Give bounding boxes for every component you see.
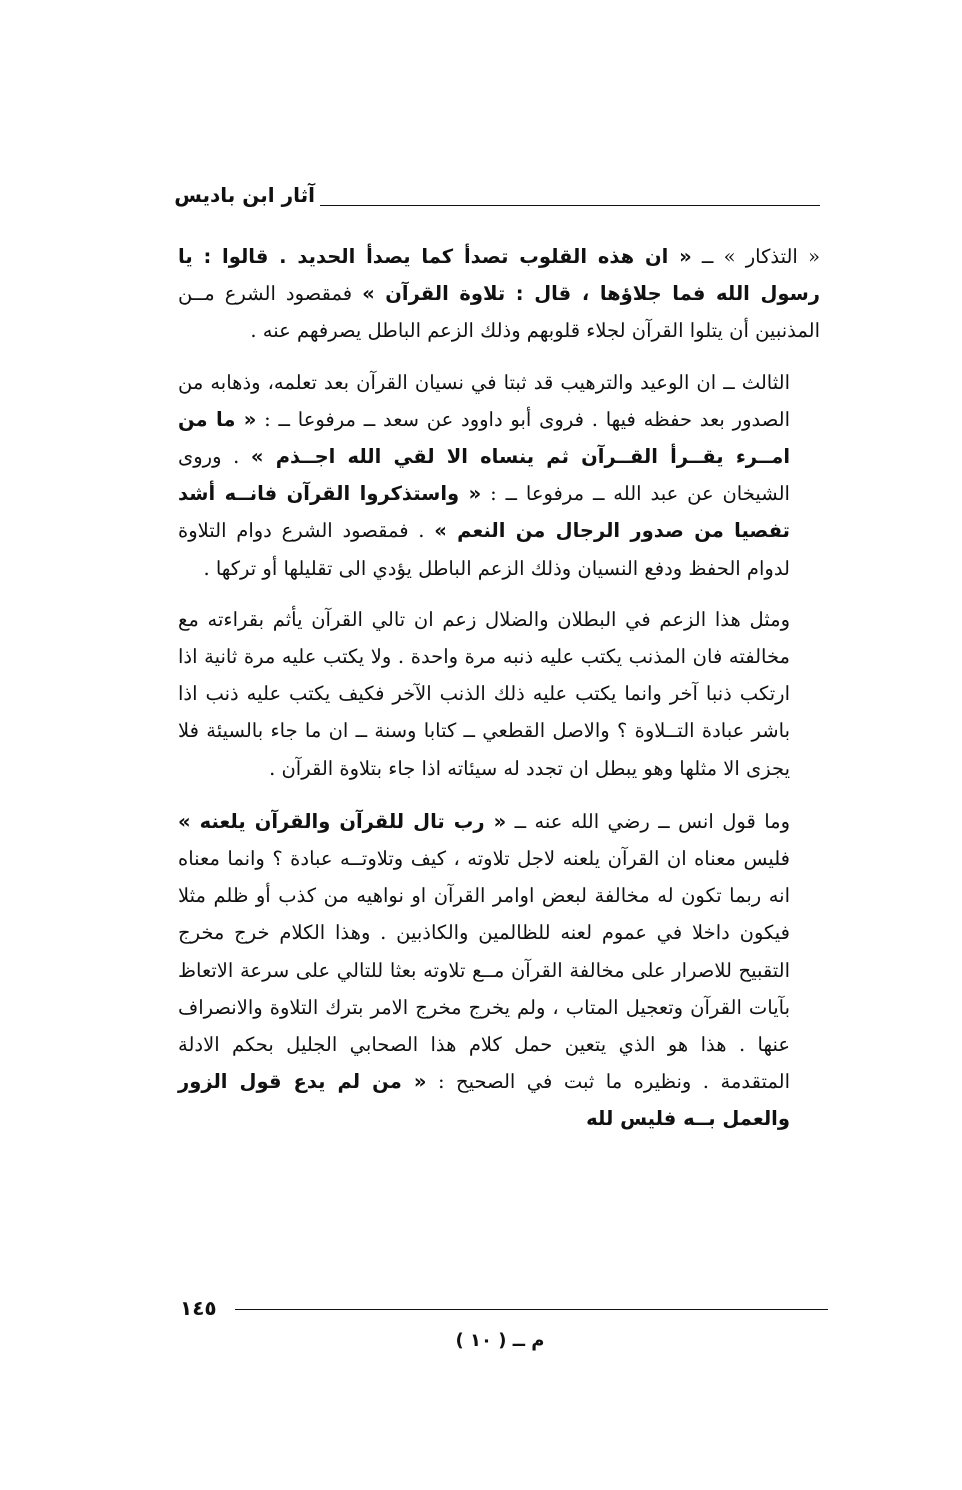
hadith-quote: « من لم يدع قول الزور والعمل بــه فليس لله: [178, 1070, 790, 1131]
paragraph-2: [178, 364, 820, 587]
footer-rule: [235, 1309, 828, 1310]
printer-signature: م ــ ( ١٠ ): [455, 1330, 545, 1351]
paragraph-3: [178, 601, 820, 787]
text-segment: فليس معناه ان القرآن يلعنه لاجل تلاوته ، كيف وتلاوتــه عبادة ؟ وانما معناه انه ربما تكون له مخالفة لبعض اوامر القرآن او نواهيه من كذب أو ظلم مثلا فيكون داخلا في عموم لعنه للظالمين والكاذبين . وهذا الكلام خرج مخرج التقبيح للاصرار على مخالفة القرآن مــع تلاوته بعثا للتالي على سرعة الاتعاظ بآيات القرآن وتعجيل المتاب ، ولم يخرج مخرج الامر بترك التلاوة والانصراف عنها . هذا هو الذي يتعين حمل كلام هذا الصحابي الجليل بحكم الادلة المتقدمة . ونظيره ما ثبت في الصحيح :: [178, 847, 790, 1094]
text-segment: . فمقصود الشرع دوام التلاوة لدوام الحفظ ودفع النسيان وذلك الزعم الباطل يؤدي الى تقليلها أو تركها .: [178, 519, 790, 580]
text-segment: الثالث ــ ان الوعيد والترهيب قد ثبتا في نسيان القرآن بعد تعلمه، وذهابه من الصدور بعد حفظه فيها . فروى أبو داوود عن سعد ــ مرفوعا ــ :: [178, 370, 790, 431]
text-segment: وما قول انس ــ رضي الله عنه ــ: [506, 809, 791, 833]
hadith-quote: « ما من امــرء يقــرأ القــرآن ثم ينساه الا لقي الله اجــذم »: [178, 407, 791, 469]
text-segment: ومثل هذا الزعم في البطلان والضلال زعم ان تالي القرآن يأثم بقراءته مع مخالفته فان المذنب يكتب عليه ذنبه مرة واحدة . ولا يكتب عليه مرة ثانية اذا ارتكب ذنبا آخر وانما يكتب عليه ذلك الذنب الآخر فكيف يكتب عليه ذنب اذا باشر عبادة التــلاوة ؟ والاصل القطعي ــ كتابا وسنة ــ ان ما جاء بالسيئة فلا يجزى الا مثلها وهو يبطل ان تجدد له سيئاته اذا جاء بتلاوة القرآن .: [178, 607, 790, 780]
hadith-quote: « ان هذه القلوب تصدأ كما يصدأ الحديد . قالوا : يا رسول الله فما جلاؤها ، قال : تلاوة القرآن »: [178, 245, 821, 306]
text-segment: . وروى الشيخان عن عبد الله ــ مرفوعا ــ :: [178, 445, 790, 506]
running-header-title: آثار ابن باديس: [174, 183, 315, 207]
athar-quote: « رب تال للقرآن والقرآن يلعنه »: [178, 809, 507, 833]
text-segment: « التذكار » ــ: [691, 245, 820, 268]
text-segment: فمقصود الشرع مــن المذنبين أن يتلوا القرآن لجلاء قلوبهم وذلك الزعم الباطل يصرفهم عنه .: [178, 282, 820, 343]
paragraph-4: [178, 803, 820, 1138]
page-number: ١٤٥: [180, 1296, 217, 1320]
hadith-quote: « واستذكروا القرآن فانــه أشد تفصيا من صدور الرجال من النعم »: [178, 482, 790, 543]
body-text: [178, 238, 820, 1138]
page-footer: [180, 1296, 828, 1326]
paragraph-1: [178, 238, 820, 350]
running-header: [174, 182, 820, 214]
header-rule: [320, 205, 820, 206]
